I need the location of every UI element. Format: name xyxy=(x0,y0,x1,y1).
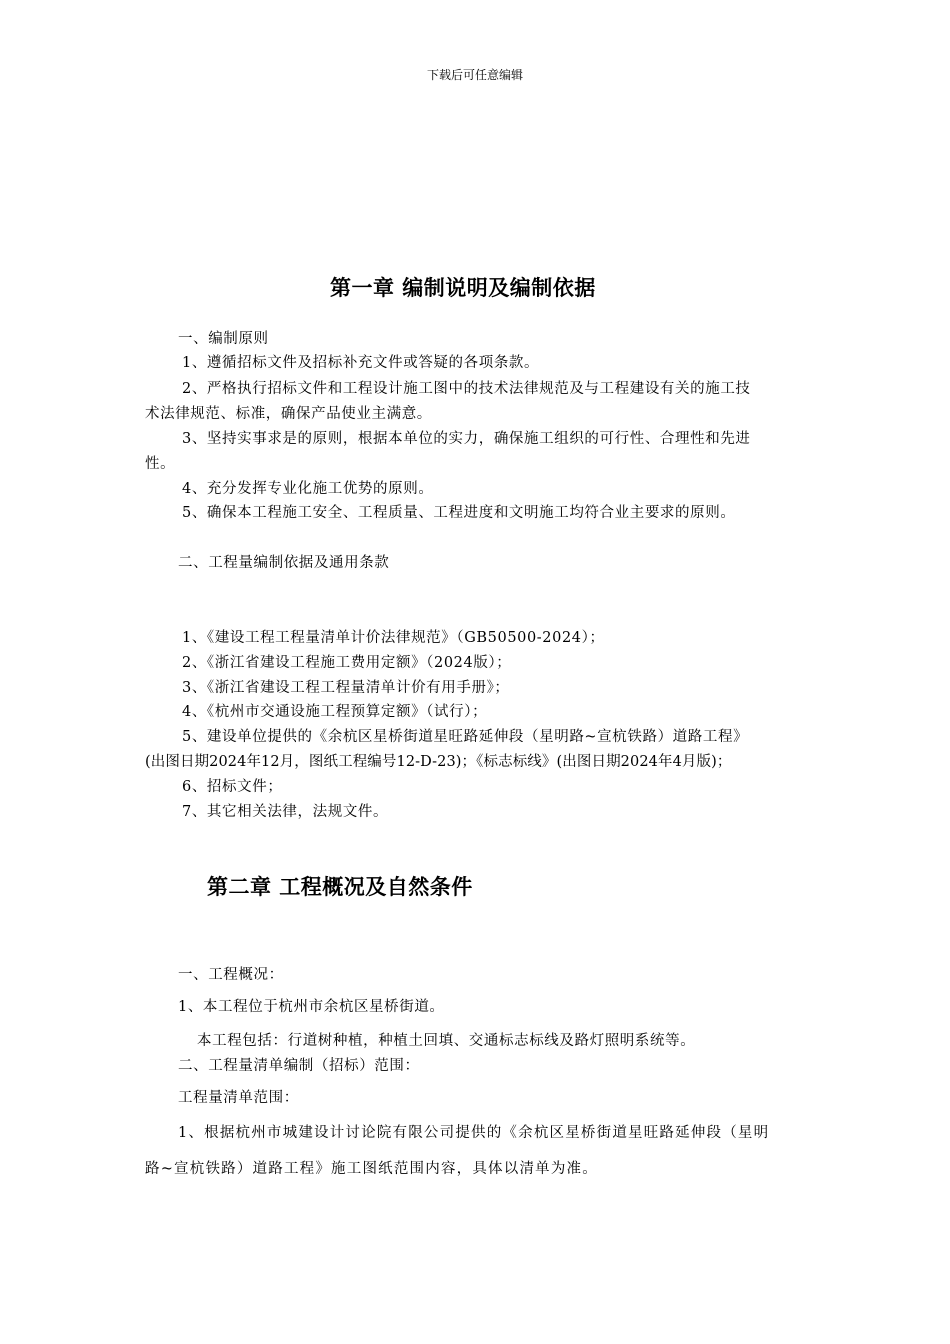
page-header: 下载后可任意编辑 xyxy=(426,68,523,82)
basis-line: 7、其它相关法律，法规文件。 xyxy=(182,804,389,820)
chapter2-title: 第二章 工程概况及自然条件 xyxy=(207,875,473,899)
chapter1-title: 第一章 编制说明及编制依据 xyxy=(330,276,596,300)
section-heading-basis: 二、工程量编制依据及通用条款 xyxy=(178,555,390,571)
scope-line: 路~宣杭铁路）道路工程》施工图纸范围内容，具体以清单为准。 xyxy=(145,1161,598,1177)
principle-line: 性。 xyxy=(145,456,176,472)
principle-line: 3、坚持实事求是的原则，根据本单位的实力，确保施工组织的可行性、合理性和先进 xyxy=(182,431,751,447)
basis-line: 6、招标文件； xyxy=(182,779,283,795)
principle-line: 1、遵循招标文件及招标补充文件或答疑的各项条款。 xyxy=(182,355,540,371)
basis-line: 3、《浙江省建设工程工程量清单计价有用手册》； xyxy=(182,680,510,696)
section-heading-overview: 一、工程概况： xyxy=(178,967,284,983)
section-heading-scope: 二、工程量清单编制（招标）范围： xyxy=(178,1058,420,1074)
basis-line: 1、《建设工程工程量清单计价法律规范》（GB50500-2024）； xyxy=(182,630,605,646)
section-heading-principles: 一、编制原则 xyxy=(178,331,269,347)
scope-label: 工程量清单范围： xyxy=(178,1090,299,1106)
principle-line: 2、严格执行招标文件和工程设计施工图中的技术法律规范及与工程建设有关的施工技 xyxy=(182,381,751,397)
basis-line: (出图日期2024年12月，图纸工程编号12-D-23)；《标志标线》(出图日期2024年4月版)； xyxy=(145,754,732,770)
overview-location: 1、本工程位于杭州市余杭区星桥街道。 xyxy=(178,999,445,1015)
principle-line: 术法律规范、标准，确保产品使业主满意。 xyxy=(145,406,432,422)
overview-includes: 本工程包括：行道树种植，种植土回填、交通标志标线及路灯照明系统等。 xyxy=(197,1033,696,1049)
basis-line: 5、建设单位提供的《余杭区星桥街道星旺路延伸段（星明路~宣杭铁路）道路工程》 xyxy=(182,729,749,745)
principle-line: 4、充分发挥专业化施工优势的原则。 xyxy=(182,481,434,497)
basis-line: 4、《杭州市交通设施工程预算定额》（试行）； xyxy=(182,704,488,720)
scope-line: 1、根据杭州市城建设计讨论院有限公司提供的《余杭区星桥街道星旺路延伸段（星明 xyxy=(178,1125,770,1141)
principle-line: 5、确保本工程施工安全、工程质量、工程进度和文明施工均符合业主要求的原则。 xyxy=(182,505,736,521)
basis-line: 2、《浙江省建设工程施工费用定额》（2024版）； xyxy=(182,655,512,671)
